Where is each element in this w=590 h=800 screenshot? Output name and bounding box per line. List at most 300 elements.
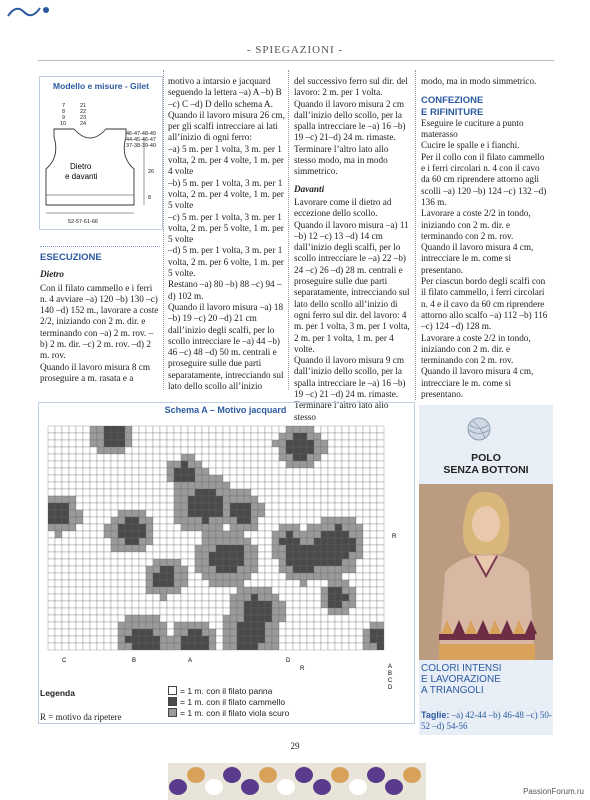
chart-cell bbox=[69, 461, 76, 468]
chart-cell bbox=[132, 489, 139, 496]
chart-cell bbox=[104, 440, 111, 447]
chart-cell bbox=[307, 496, 314, 503]
chart-cell bbox=[230, 615, 237, 622]
chart-cell bbox=[111, 552, 118, 559]
chart-cell bbox=[223, 573, 230, 580]
chart-cell bbox=[202, 587, 209, 594]
chart-cell bbox=[216, 482, 223, 489]
chart-cell bbox=[251, 587, 258, 594]
chart-cell bbox=[300, 496, 307, 503]
chart-cell bbox=[97, 552, 104, 559]
chart-cell bbox=[286, 573, 293, 580]
chart-cell bbox=[237, 482, 244, 489]
chart-cell bbox=[286, 601, 293, 608]
chart-cell bbox=[97, 496, 104, 503]
chart-cell bbox=[111, 615, 118, 622]
chart-cell bbox=[258, 440, 265, 447]
chart-cell bbox=[321, 643, 328, 650]
chart-cell bbox=[356, 503, 363, 510]
chart-cell bbox=[356, 545, 363, 552]
chart-cell bbox=[48, 573, 55, 580]
chart-cell bbox=[363, 517, 370, 524]
chart-cell bbox=[363, 461, 370, 468]
chart-cell bbox=[251, 559, 258, 566]
column-1 bbox=[40, 252, 160, 384]
chart-cell bbox=[265, 615, 272, 622]
chart-cell bbox=[356, 538, 363, 545]
chart-cell bbox=[55, 475, 62, 482]
chart-cell bbox=[132, 580, 139, 587]
chart-cell bbox=[104, 433, 111, 440]
chart-cell bbox=[349, 496, 356, 503]
chart-cell bbox=[223, 454, 230, 461]
chart-cell bbox=[272, 552, 279, 559]
chart-cell bbox=[363, 496, 370, 503]
chart-cell bbox=[321, 629, 328, 636]
chart-cell bbox=[132, 538, 139, 545]
chart-cell bbox=[300, 482, 307, 489]
chart-cell bbox=[335, 496, 342, 503]
chart-cell bbox=[244, 468, 251, 475]
chart-cell bbox=[202, 510, 209, 517]
chart-cell bbox=[342, 517, 349, 524]
chart-cell bbox=[83, 643, 90, 650]
chart-cell bbox=[167, 468, 174, 475]
chart-cell bbox=[181, 629, 188, 636]
chart-cell bbox=[223, 496, 230, 503]
chart-cell bbox=[356, 559, 363, 566]
chart-cell bbox=[48, 615, 55, 622]
chart-cell bbox=[48, 454, 55, 461]
chart-cell bbox=[132, 468, 139, 475]
chart-cell bbox=[335, 580, 342, 587]
chart-cell bbox=[342, 524, 349, 531]
chart-cell bbox=[132, 426, 139, 433]
chart-cell bbox=[307, 426, 314, 433]
chart-cell bbox=[202, 552, 209, 559]
chart-cell bbox=[216, 524, 223, 531]
chart-cell bbox=[202, 636, 209, 643]
chart-cell bbox=[300, 573, 307, 580]
chart-cell bbox=[97, 426, 104, 433]
diagram-title: Modello e misure - Gilet bbox=[53, 81, 149, 91]
chart-cell bbox=[160, 447, 167, 454]
chart-cell bbox=[209, 440, 216, 447]
chart-cell bbox=[328, 580, 335, 587]
chart-cell bbox=[342, 615, 349, 622]
chart-cell bbox=[125, 559, 132, 566]
chart-cell bbox=[62, 573, 69, 580]
chart-cell bbox=[321, 615, 328, 622]
chart-cell bbox=[370, 566, 377, 573]
chart-cell bbox=[90, 629, 97, 636]
chart-cell bbox=[104, 636, 111, 643]
chart-cell bbox=[69, 608, 76, 615]
chart-cell bbox=[244, 447, 251, 454]
chart-cell bbox=[293, 559, 300, 566]
chart-cell bbox=[181, 531, 188, 538]
chart-cell bbox=[111, 496, 118, 503]
chart-cell bbox=[69, 545, 76, 552]
chart-cell bbox=[307, 524, 314, 531]
chart-cell bbox=[230, 594, 237, 601]
chart-cell bbox=[48, 622, 55, 629]
chart-cell bbox=[195, 636, 202, 643]
chart-cell bbox=[97, 503, 104, 510]
chart-cell bbox=[328, 608, 335, 615]
chart-cell bbox=[62, 615, 69, 622]
chart-cell bbox=[335, 426, 342, 433]
chart-cell bbox=[209, 524, 216, 531]
chart-cell bbox=[181, 566, 188, 573]
chart-cell bbox=[356, 552, 363, 559]
chart-cell bbox=[293, 580, 300, 587]
chart-cell bbox=[181, 559, 188, 566]
chart-cell bbox=[293, 447, 300, 454]
chart-cell bbox=[349, 447, 356, 454]
chart-cell bbox=[83, 615, 90, 622]
chart-cell bbox=[230, 552, 237, 559]
chart-cell bbox=[55, 636, 62, 643]
chart-cell bbox=[230, 489, 237, 496]
chart-cell bbox=[328, 573, 335, 580]
chart-cell bbox=[258, 559, 265, 566]
chart-cell bbox=[349, 608, 356, 615]
chart-cell bbox=[55, 524, 62, 531]
chart-cell bbox=[132, 587, 139, 594]
chart-cell bbox=[216, 580, 223, 587]
chart-cell bbox=[174, 622, 181, 629]
chart-cell bbox=[363, 629, 370, 636]
chart-cell bbox=[244, 503, 251, 510]
chart-cell bbox=[223, 622, 230, 629]
chart-cell bbox=[377, 538, 384, 545]
chart-cell bbox=[342, 545, 349, 552]
chart-cell bbox=[146, 552, 153, 559]
chart-cell bbox=[300, 503, 307, 510]
polo-subtitle: COLORI INTENSI E LAVORAZIONE A TRIANGOLI bbox=[421, 663, 502, 696]
chart-cell bbox=[377, 594, 384, 601]
chart-cell bbox=[139, 643, 146, 650]
chart-cell bbox=[307, 643, 314, 650]
column-4 bbox=[421, 76, 549, 400]
chart-cell bbox=[48, 468, 55, 475]
chart-cell bbox=[167, 573, 174, 580]
chart-cell bbox=[132, 573, 139, 580]
chart-cell bbox=[83, 601, 90, 608]
chart-cell bbox=[356, 447, 363, 454]
chart-cell bbox=[181, 594, 188, 601]
chart-cell bbox=[237, 489, 244, 496]
chart-cell bbox=[118, 573, 125, 580]
chart-cell bbox=[293, 643, 300, 650]
chart-cell bbox=[167, 447, 174, 454]
chart-cell bbox=[237, 545, 244, 552]
chart-cell bbox=[118, 475, 125, 482]
chart-cell bbox=[244, 531, 251, 538]
chart-cell bbox=[111, 447, 118, 454]
chart-cell bbox=[363, 510, 370, 517]
chart-cell bbox=[321, 594, 328, 601]
legend-item: = 1 m. con il filato cammello bbox=[168, 697, 289, 708]
chart-cell bbox=[118, 566, 125, 573]
chart-cell bbox=[342, 503, 349, 510]
chart-cell bbox=[279, 489, 286, 496]
chart-cell bbox=[167, 461, 174, 468]
chart-cell bbox=[370, 643, 377, 650]
chart-cell bbox=[153, 601, 160, 608]
chart-cell bbox=[279, 454, 286, 461]
chart-cell bbox=[83, 510, 90, 517]
armhole-height-value: 26 bbox=[148, 169, 155, 175]
chart-cell bbox=[160, 559, 167, 566]
chart-cell bbox=[251, 482, 258, 489]
chart-cell bbox=[377, 587, 384, 594]
chart-cell bbox=[83, 482, 90, 489]
chart-cell bbox=[223, 566, 230, 573]
chart-cell bbox=[363, 636, 370, 643]
chart-cell bbox=[160, 573, 167, 580]
chart-cell bbox=[111, 475, 118, 482]
chart-cell bbox=[230, 468, 237, 475]
chart-cell bbox=[300, 566, 307, 573]
chart-cell bbox=[216, 517, 223, 524]
chart-letter: B bbox=[132, 658, 137, 664]
davanti-text: Lavorare come il dietro ad eccezione dello scollo. Quando il lavoro misura –a) 11 –b) 12 –c) 13 –d) 14 cm dall’inizio degli scalfi, per lo scollo intrecciare le –a) 22 –b) 24 –c) 26 –d) 28 m. centrali e proseguire sulle due parti separatamente, intrecciando sul lato dello scollo all’inizio di ogni ferro sul dir. del lavoro: 4 m. per 1 volta, 3 m. per 1 volta, 2 m. per 1 volta, 1 m. per 4 volte. Quando il lavoro misura 9 cm dall’inizio dello scollo, per la spalla intrecciare le –a) 16 –b) 19 –c) 21 –d) 24 m. rimaste. Terminare l’altro lato allo stesso bbox=[294, 196, 410, 422]
chart-cell bbox=[244, 489, 251, 496]
chart-cell bbox=[181, 433, 188, 440]
chart-cell bbox=[125, 587, 132, 594]
chart-cell bbox=[272, 433, 279, 440]
chart-cell bbox=[139, 636, 146, 643]
schema-title: Schema A – Motivo jacquard bbox=[164, 405, 287, 415]
chart-cell bbox=[258, 622, 265, 629]
chart-cell bbox=[307, 468, 314, 475]
chart-cell bbox=[370, 629, 377, 636]
chart-cell bbox=[111, 545, 118, 552]
chart-cell bbox=[335, 510, 342, 517]
chart-letter: A bbox=[388, 664, 393, 670]
chart-cell bbox=[55, 461, 62, 468]
chart-cell bbox=[265, 559, 272, 566]
chart-cell bbox=[279, 587, 286, 594]
chart-cell bbox=[328, 636, 335, 643]
chart-cell bbox=[286, 447, 293, 454]
chart-cell bbox=[216, 426, 223, 433]
chart-cell bbox=[195, 601, 202, 608]
chart-cell bbox=[167, 433, 174, 440]
chart-cell bbox=[244, 517, 251, 524]
chart-cell bbox=[209, 433, 216, 440]
chart-cell bbox=[111, 426, 118, 433]
chart-cell bbox=[377, 503, 384, 510]
chart-cell bbox=[216, 454, 223, 461]
chart-cell bbox=[321, 538, 328, 545]
chart-cell bbox=[377, 601, 384, 608]
chart-cell bbox=[244, 454, 251, 461]
chart-cell bbox=[307, 531, 314, 538]
chart-cell bbox=[223, 545, 230, 552]
chart-cell bbox=[97, 636, 104, 643]
chart-cell bbox=[223, 559, 230, 566]
chart-cell bbox=[104, 643, 111, 650]
chart-cell bbox=[244, 636, 251, 643]
chart-cell bbox=[195, 433, 202, 440]
chart-cell bbox=[335, 447, 342, 454]
chart-cell bbox=[223, 426, 230, 433]
neck-width-value: 8 bbox=[62, 109, 66, 115]
chart-cell bbox=[202, 468, 209, 475]
chart-cell bbox=[258, 608, 265, 615]
chart-cell bbox=[349, 559, 356, 566]
chart-cell bbox=[370, 580, 377, 587]
chart-cell bbox=[328, 496, 335, 503]
chart-cell bbox=[160, 468, 167, 475]
chart-cell bbox=[104, 531, 111, 538]
chart-cell bbox=[167, 643, 174, 650]
chart-cell bbox=[188, 538, 195, 545]
chart-cell bbox=[237, 622, 244, 629]
chart-cell bbox=[160, 636, 167, 643]
chart-cell bbox=[90, 636, 97, 643]
chart-cell bbox=[174, 503, 181, 510]
chart-cell bbox=[167, 524, 174, 531]
brand-logo-icon bbox=[6, 2, 54, 20]
armhole-value: 46-47-48-49 bbox=[126, 131, 156, 137]
chart-cell bbox=[146, 447, 153, 454]
chart-cell bbox=[125, 643, 132, 650]
chart-cell bbox=[202, 538, 209, 545]
chart-cell bbox=[293, 454, 300, 461]
chart-cell bbox=[216, 489, 223, 496]
chart-cell bbox=[69, 510, 76, 517]
chart-cell bbox=[328, 559, 335, 566]
chart-cell bbox=[118, 601, 125, 608]
chart-cell bbox=[118, 461, 125, 468]
chart-cell bbox=[195, 629, 202, 636]
chart-cell bbox=[132, 615, 139, 622]
chart-cell bbox=[188, 643, 195, 650]
chart-cell bbox=[139, 447, 146, 454]
chart-cell bbox=[279, 517, 286, 524]
chart-cell bbox=[188, 503, 195, 510]
chart-cell bbox=[265, 552, 272, 559]
chart-cell bbox=[111, 622, 118, 629]
chart-cell bbox=[349, 524, 356, 531]
chart-cell bbox=[251, 643, 258, 650]
chart-cell bbox=[181, 538, 188, 545]
swatch-viola bbox=[168, 708, 177, 717]
chart-cell bbox=[349, 440, 356, 447]
chart-cell bbox=[265, 643, 272, 650]
chart-cell bbox=[132, 622, 139, 629]
chart-cell bbox=[55, 629, 62, 636]
chart-cell bbox=[160, 601, 167, 608]
chart-cell bbox=[251, 531, 258, 538]
chart-cell bbox=[223, 636, 230, 643]
chart-cell bbox=[76, 482, 83, 489]
chart-cell bbox=[314, 559, 321, 566]
chart-cell bbox=[265, 447, 272, 454]
chart-cell bbox=[321, 524, 328, 531]
chart-cell bbox=[279, 475, 286, 482]
chart-cell bbox=[188, 510, 195, 517]
chart-cell bbox=[111, 643, 118, 650]
chart-cell bbox=[377, 447, 384, 454]
chart-cell bbox=[139, 496, 146, 503]
chart-cell bbox=[335, 468, 342, 475]
chart-cell bbox=[300, 636, 307, 643]
chart-cell bbox=[90, 580, 97, 587]
sizes-value: –a) 42-44 –b) 46-48 –c) 50-52 –d) 54-56 bbox=[421, 710, 552, 731]
chart-cell bbox=[139, 615, 146, 622]
chart-cell bbox=[111, 629, 118, 636]
chart-cell bbox=[258, 615, 265, 622]
chart-cell bbox=[83, 622, 90, 629]
chart-cell bbox=[237, 594, 244, 601]
chart-cell bbox=[377, 629, 384, 636]
chart-cell bbox=[279, 440, 286, 447]
chart-cell bbox=[104, 601, 111, 608]
chart-cell bbox=[272, 475, 279, 482]
chart-cell bbox=[272, 580, 279, 587]
chart-cell bbox=[139, 580, 146, 587]
chart-cell bbox=[167, 559, 174, 566]
chart-cell bbox=[153, 503, 160, 510]
chart-cell bbox=[153, 566, 160, 573]
chart-cell bbox=[356, 433, 363, 440]
chart-cell bbox=[209, 622, 216, 629]
chart-cell bbox=[55, 517, 62, 524]
chart-cell bbox=[181, 608, 188, 615]
chart-cell bbox=[146, 524, 153, 531]
chart-cell bbox=[48, 608, 55, 615]
chart-cell bbox=[83, 636, 90, 643]
chart-cell bbox=[97, 615, 104, 622]
chart-cell bbox=[97, 454, 104, 461]
chart-cell bbox=[174, 608, 181, 615]
chart-cell bbox=[251, 622, 258, 629]
chart-cell bbox=[62, 461, 69, 468]
chart-cell bbox=[139, 566, 146, 573]
legend-title: Legenda bbox=[40, 688, 75, 698]
chart-cell bbox=[90, 489, 97, 496]
chart-cell bbox=[146, 559, 153, 566]
chart-cell bbox=[83, 496, 90, 503]
chart-cell bbox=[90, 468, 97, 475]
chart-cell bbox=[174, 643, 181, 650]
chart-cell bbox=[300, 461, 307, 468]
chart-cell bbox=[356, 594, 363, 601]
chart-cell bbox=[97, 594, 104, 601]
chart-cell bbox=[48, 447, 55, 454]
chart-cell bbox=[125, 461, 132, 468]
chart-cell bbox=[230, 559, 237, 566]
chart-cell bbox=[216, 461, 223, 468]
chart-cell bbox=[111, 636, 118, 643]
chart-cell bbox=[335, 594, 342, 601]
chart-cell bbox=[125, 545, 132, 552]
chart-cell bbox=[125, 622, 132, 629]
chart-cell bbox=[363, 531, 370, 538]
chart-cell bbox=[48, 538, 55, 545]
chart-cell bbox=[90, 594, 97, 601]
watermark: PassionForum.ru bbox=[523, 787, 584, 796]
chart-cell bbox=[181, 503, 188, 510]
chart-cell bbox=[153, 517, 160, 524]
chart-cell bbox=[356, 489, 363, 496]
chart-cell bbox=[160, 517, 167, 524]
